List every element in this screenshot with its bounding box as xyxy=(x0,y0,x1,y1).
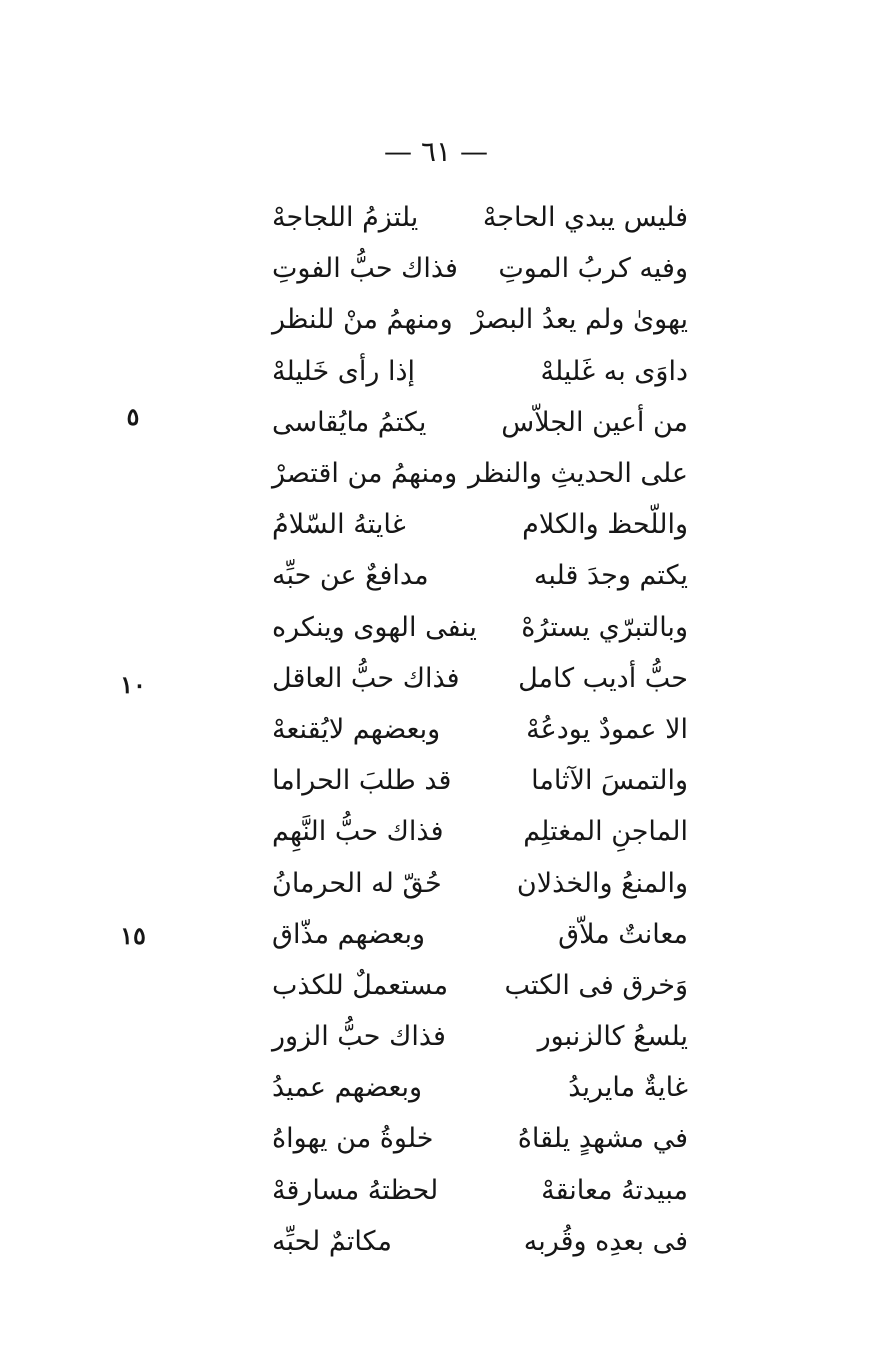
verse-second-hemistich: غايةٌ مايريدُ xyxy=(568,1072,688,1104)
verse-second-hemistich: فليس يبدي الحاجهْ xyxy=(482,202,688,234)
verse-second-hemistich: يلسعُ كالزنبور xyxy=(537,1021,688,1053)
verse-line xyxy=(272,346,688,397)
verse-first-hemistich: إذا رأى خَليلهْ xyxy=(272,355,416,387)
verse-first-hemistich: ومنهمُ من اقتصرْ xyxy=(272,458,458,490)
verse-first-hemistich: وبعضهم لايُقنعهْ xyxy=(272,713,441,745)
verse-line xyxy=(272,192,688,243)
verse-second-hemistich: يكتم وجدَ قلبه xyxy=(533,560,688,592)
verse-line xyxy=(272,755,688,806)
verse-line xyxy=(272,294,688,345)
verse-line xyxy=(272,1216,688,1267)
verse-second-hemistich: واللّحظ والكلام xyxy=(522,509,688,541)
verse-first-hemistich: قد طلبَ الحراما xyxy=(272,765,452,797)
verse-first-hemistich: ومنهمُ منْ للنظر xyxy=(272,304,453,336)
verse-line xyxy=(272,499,688,550)
verse-second-hemistich: على الحديثِ والنظر xyxy=(467,458,688,490)
verse-second-hemistich: وبالتبرّي يسترُهْ xyxy=(521,611,688,643)
verse-first-hemistich: يلتزمُ اللجاجهْ xyxy=(272,202,419,234)
verse-first-hemistich: خلوةُ من يهواهُ xyxy=(272,1123,434,1155)
verse-second-hemistich: والمنعُ والخذلان xyxy=(516,867,688,899)
verse-first-hemistich: حُقّ له الحرمانُ xyxy=(272,867,442,899)
verse-first-hemistich: لحظتهُ مسارقهْ xyxy=(272,1174,439,1206)
verse-second-hemistich: معانتٌ ملاّق xyxy=(558,918,688,950)
verse-line xyxy=(272,857,688,908)
verse-line xyxy=(272,960,688,1011)
verse-line xyxy=(272,397,688,448)
verse-line xyxy=(272,550,688,601)
verse-line xyxy=(272,909,688,960)
line-marker-5: ٥ xyxy=(126,402,140,431)
verse-second-hemistich: في مشهدٍ يلقاهُ xyxy=(517,1123,688,1155)
verse-first-hemistich: مكاتمٌ لحبِّه xyxy=(272,1225,392,1257)
verse-line xyxy=(272,1062,688,1113)
line-marker-10: ١٠ xyxy=(120,670,146,699)
verse-line xyxy=(272,1165,688,1216)
verse-line xyxy=(272,704,688,755)
verse-second-hemistich: الماجنِ المغتلِم xyxy=(523,816,688,848)
verse-first-hemistich: يكتمُ مايُقاسى xyxy=(272,406,427,438)
verse-second-hemistich: داوَى به غَليلهْ xyxy=(540,355,688,387)
verse-second-hemistich: يهوىٰ ولم يعدُ البصرْ xyxy=(471,304,688,336)
verse-first-hemistich: وبعضهم مذّاق xyxy=(272,918,426,950)
verse-first-hemistich: فذاك حبُّ النَّهِم xyxy=(272,816,444,848)
verse-second-hemistich: وفيه كربُ الموتِ xyxy=(498,253,688,285)
verse-first-hemistich: ينفى الهوى وينكره xyxy=(272,611,477,643)
verse-first-hemistich: وبعضهم عميدُ xyxy=(272,1072,423,1104)
verse-second-hemistich: من أعين الجلاّس xyxy=(501,406,688,438)
verse-second-hemistich: مبيدتهُ معانقهْ xyxy=(541,1174,688,1206)
verse-first-hemistich: فذاك حبُّ الفوتِ xyxy=(272,253,458,285)
poem-body xyxy=(272,192,688,1267)
verse-second-hemistich: والتمسَ الآثاما xyxy=(531,765,688,797)
verse-first-hemistich: مستعملٌ للكذب xyxy=(272,969,449,1001)
verse-first-hemistich: فذاك حبُّ العاقل xyxy=(272,662,460,694)
verse-second-hemistich: حبُّ أديب كامل xyxy=(518,662,688,694)
verse-second-hemistich: فى بعدِه وقُربه xyxy=(523,1225,688,1257)
verse-line xyxy=(272,806,688,857)
verse-first-hemistich: مدافعٌ عن حبِّه xyxy=(272,560,429,592)
verse-second-hemistich: الا عمودٌ يودعُهْ xyxy=(526,713,688,745)
verse-line xyxy=(272,602,688,653)
line-marker-15: ١٥ xyxy=(120,921,146,950)
verse-line xyxy=(272,448,688,499)
verse-line xyxy=(272,653,688,704)
verse-first-hemistich: غايتهُ السّلامُ xyxy=(272,509,406,541)
verse-line xyxy=(272,1113,688,1164)
page-number: — ٦١ — xyxy=(384,135,488,168)
verse-line xyxy=(272,243,688,294)
verse-first-hemistich: فذاك حبُّ الزور xyxy=(272,1021,446,1053)
verse-line xyxy=(272,1011,688,1062)
verse-second-hemistich: وَخرق فى الكتب xyxy=(504,969,688,1001)
